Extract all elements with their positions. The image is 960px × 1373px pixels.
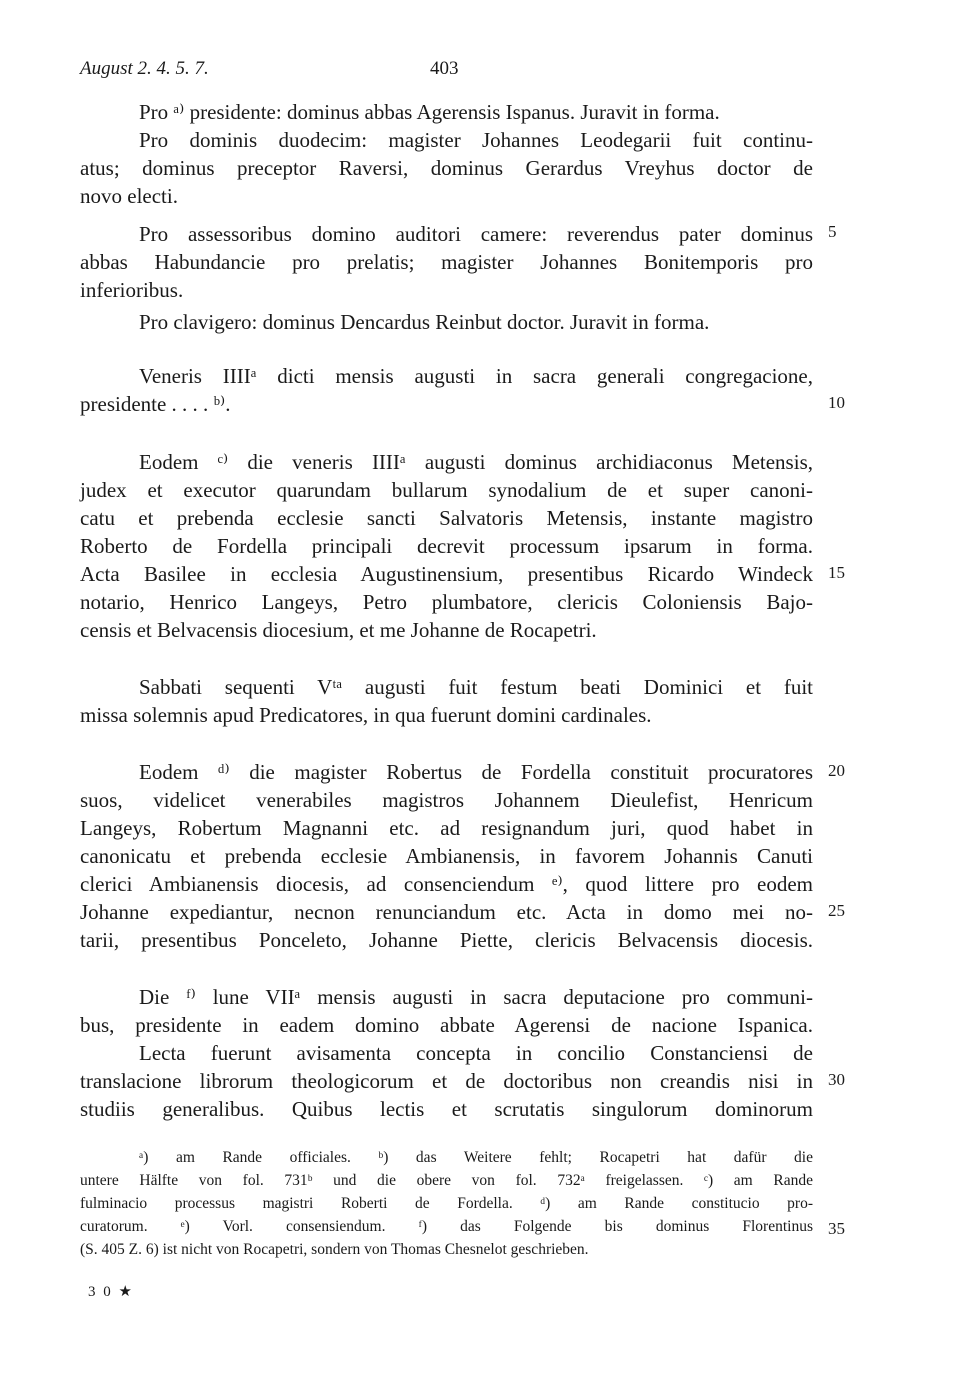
text-line: Langeys, Robertum Magnanni etc. ad resignandum juri, quod habet in [80, 816, 813, 840]
footnote-line: fulminacio processus magistri Roberti de Fordella. ᵈ) am Rande constitucio pro- [80, 1195, 813, 1212]
text-line: Sabbati sequenti Vᵗᵃ augusti fuit festum beati Dominici et fuit [139, 675, 813, 699]
text-line: Die ᶠ⁾ lune VIIᵃ mensis augusti in sacra deputacione pro communi- [139, 985, 813, 1009]
footnote-line: ᵃ) am Rande officiales. ᵇ) das Weitere fehlt; Rocapetri hat dafür die [139, 1149, 813, 1166]
text-line: censis et Belvacensis diocesium, et me Johanne de Rocapetri. [80, 618, 597, 642]
margin-line-number: 30 [828, 1070, 845, 1089]
page-number: 403 [430, 58, 459, 79]
text-line: Roberto de Fordella principali decrevit processum ipsarum in forma. [80, 534, 813, 558]
text-line: studiis generalibus. Quibus lectis et scrutatis singulorum dominorum [80, 1097, 813, 1121]
text-line: missa solemnis apud Predicatores, in qua fuerunt domini cardinales. [80, 703, 652, 727]
text-line: Eodem ᶜ⁾ die veneris IIIIᵃ augusti dominus archidiaconus Metensis, [139, 450, 813, 474]
text-line: tarii, presentibus Ponceleto, Johanne Piette, clericis Belvacensis diocesis. [80, 928, 813, 952]
margin-line-number: 10 [828, 393, 845, 412]
text-line: atus; dominus preceptor Raversi, dominus Gerardus Vreyhus doctor de [80, 156, 813, 180]
margin-line-number: 5 [828, 222, 837, 241]
margin-line-number: 15 [828, 563, 845, 582]
text-line: novo electi. [80, 184, 178, 208]
text-line: clerici Ambianensis diocesis, ad consenciendum ᵉ⁾, quod littere pro eodem [80, 872, 813, 896]
running-header-dates: August 2. 4. 5. 7. [80, 58, 209, 79]
text-line: canonicatu et prebenda ecclesie Ambianensis, in favorem Johannis Canuti [80, 844, 813, 868]
text-line: suos, videlicet venerabiles magistros Johannem Dieulefist, Henricum [80, 788, 813, 812]
margin-line-number: 20 [828, 761, 845, 780]
text-line: Eodem ᵈ⁾ die magister Robertus de Fordella constituit procuratores [139, 760, 813, 784]
text-line: Pro ᵃ⁾ presidente: dominus abbas Agerensis Ispanus. Juravit in forma. [139, 100, 720, 124]
text-line: Pro assessoribus domino auditori camere: reverendus pater dominus [139, 222, 813, 246]
text-line: abbas Habundancie pro prelatis; magister Johannes Bonitemporis pro [80, 250, 813, 274]
text-line: catu et prebenda ecclesie sancti Salvatoris Metensis, instante magistro [80, 506, 813, 530]
text-line: notario, Henrico Langeys, Petro plumbatore, clericis Coloniensis Bajo- [80, 590, 813, 614]
text-line: Lecta fuerunt avisamenta concepta in concilio Constanciensi de [139, 1041, 813, 1065]
text-line: translacione librorum theologicorum et de doctoribus non creandis nisi in [80, 1069, 813, 1093]
signature-mark: 3 0 ★ [88, 1284, 134, 1300]
text-line: inferioribus. [80, 278, 184, 302]
text-line: presidente . . . . ᵇ⁾. [80, 392, 231, 416]
footnote-line: untere Hälfte von fol. 731ᵇ und die obere von fol. 732ᵃ freigelassen. ᶜ) am Rande [80, 1172, 813, 1189]
text-line: Pro clavigero: dominus Dencardus Reinbut doctor. Juravit in forma. [139, 310, 710, 334]
margin-line-number: 25 [828, 901, 845, 920]
text-line: Johanne expediantur, necnon renunciandum etc. Acta in domo mei no- [80, 900, 813, 924]
text-line: judex et executor quarundam bullarum synodalium de et super canoni- [80, 478, 813, 502]
text-line: Veneris IIIIᵃ dicti mensis augusti in sacra generali congregacione, [139, 364, 813, 388]
text-line: Acta Basilee in ecclesia Augustinensium, presentibus Ricardo Windeck [80, 562, 813, 586]
text-line: bus, presidente in eadem domino abbate Agerensi de nacione Ispanica. [80, 1013, 813, 1037]
text-line: Pro dominis duodecim: magister Johannes Leodegarii fuit continu- [139, 128, 813, 152]
footnote-line: curatorum. ᵉ) Vorl. consensiendum. ᶠ) das Folgende bis dominus Florentinus [80, 1218, 813, 1235]
footnote-line: (S. 405 Z. 6) ist nicht von Rocapetri, sondern von Thomas Chesnelot geschrieben. [80, 1241, 589, 1258]
margin-line-number: 35 [828, 1219, 845, 1238]
